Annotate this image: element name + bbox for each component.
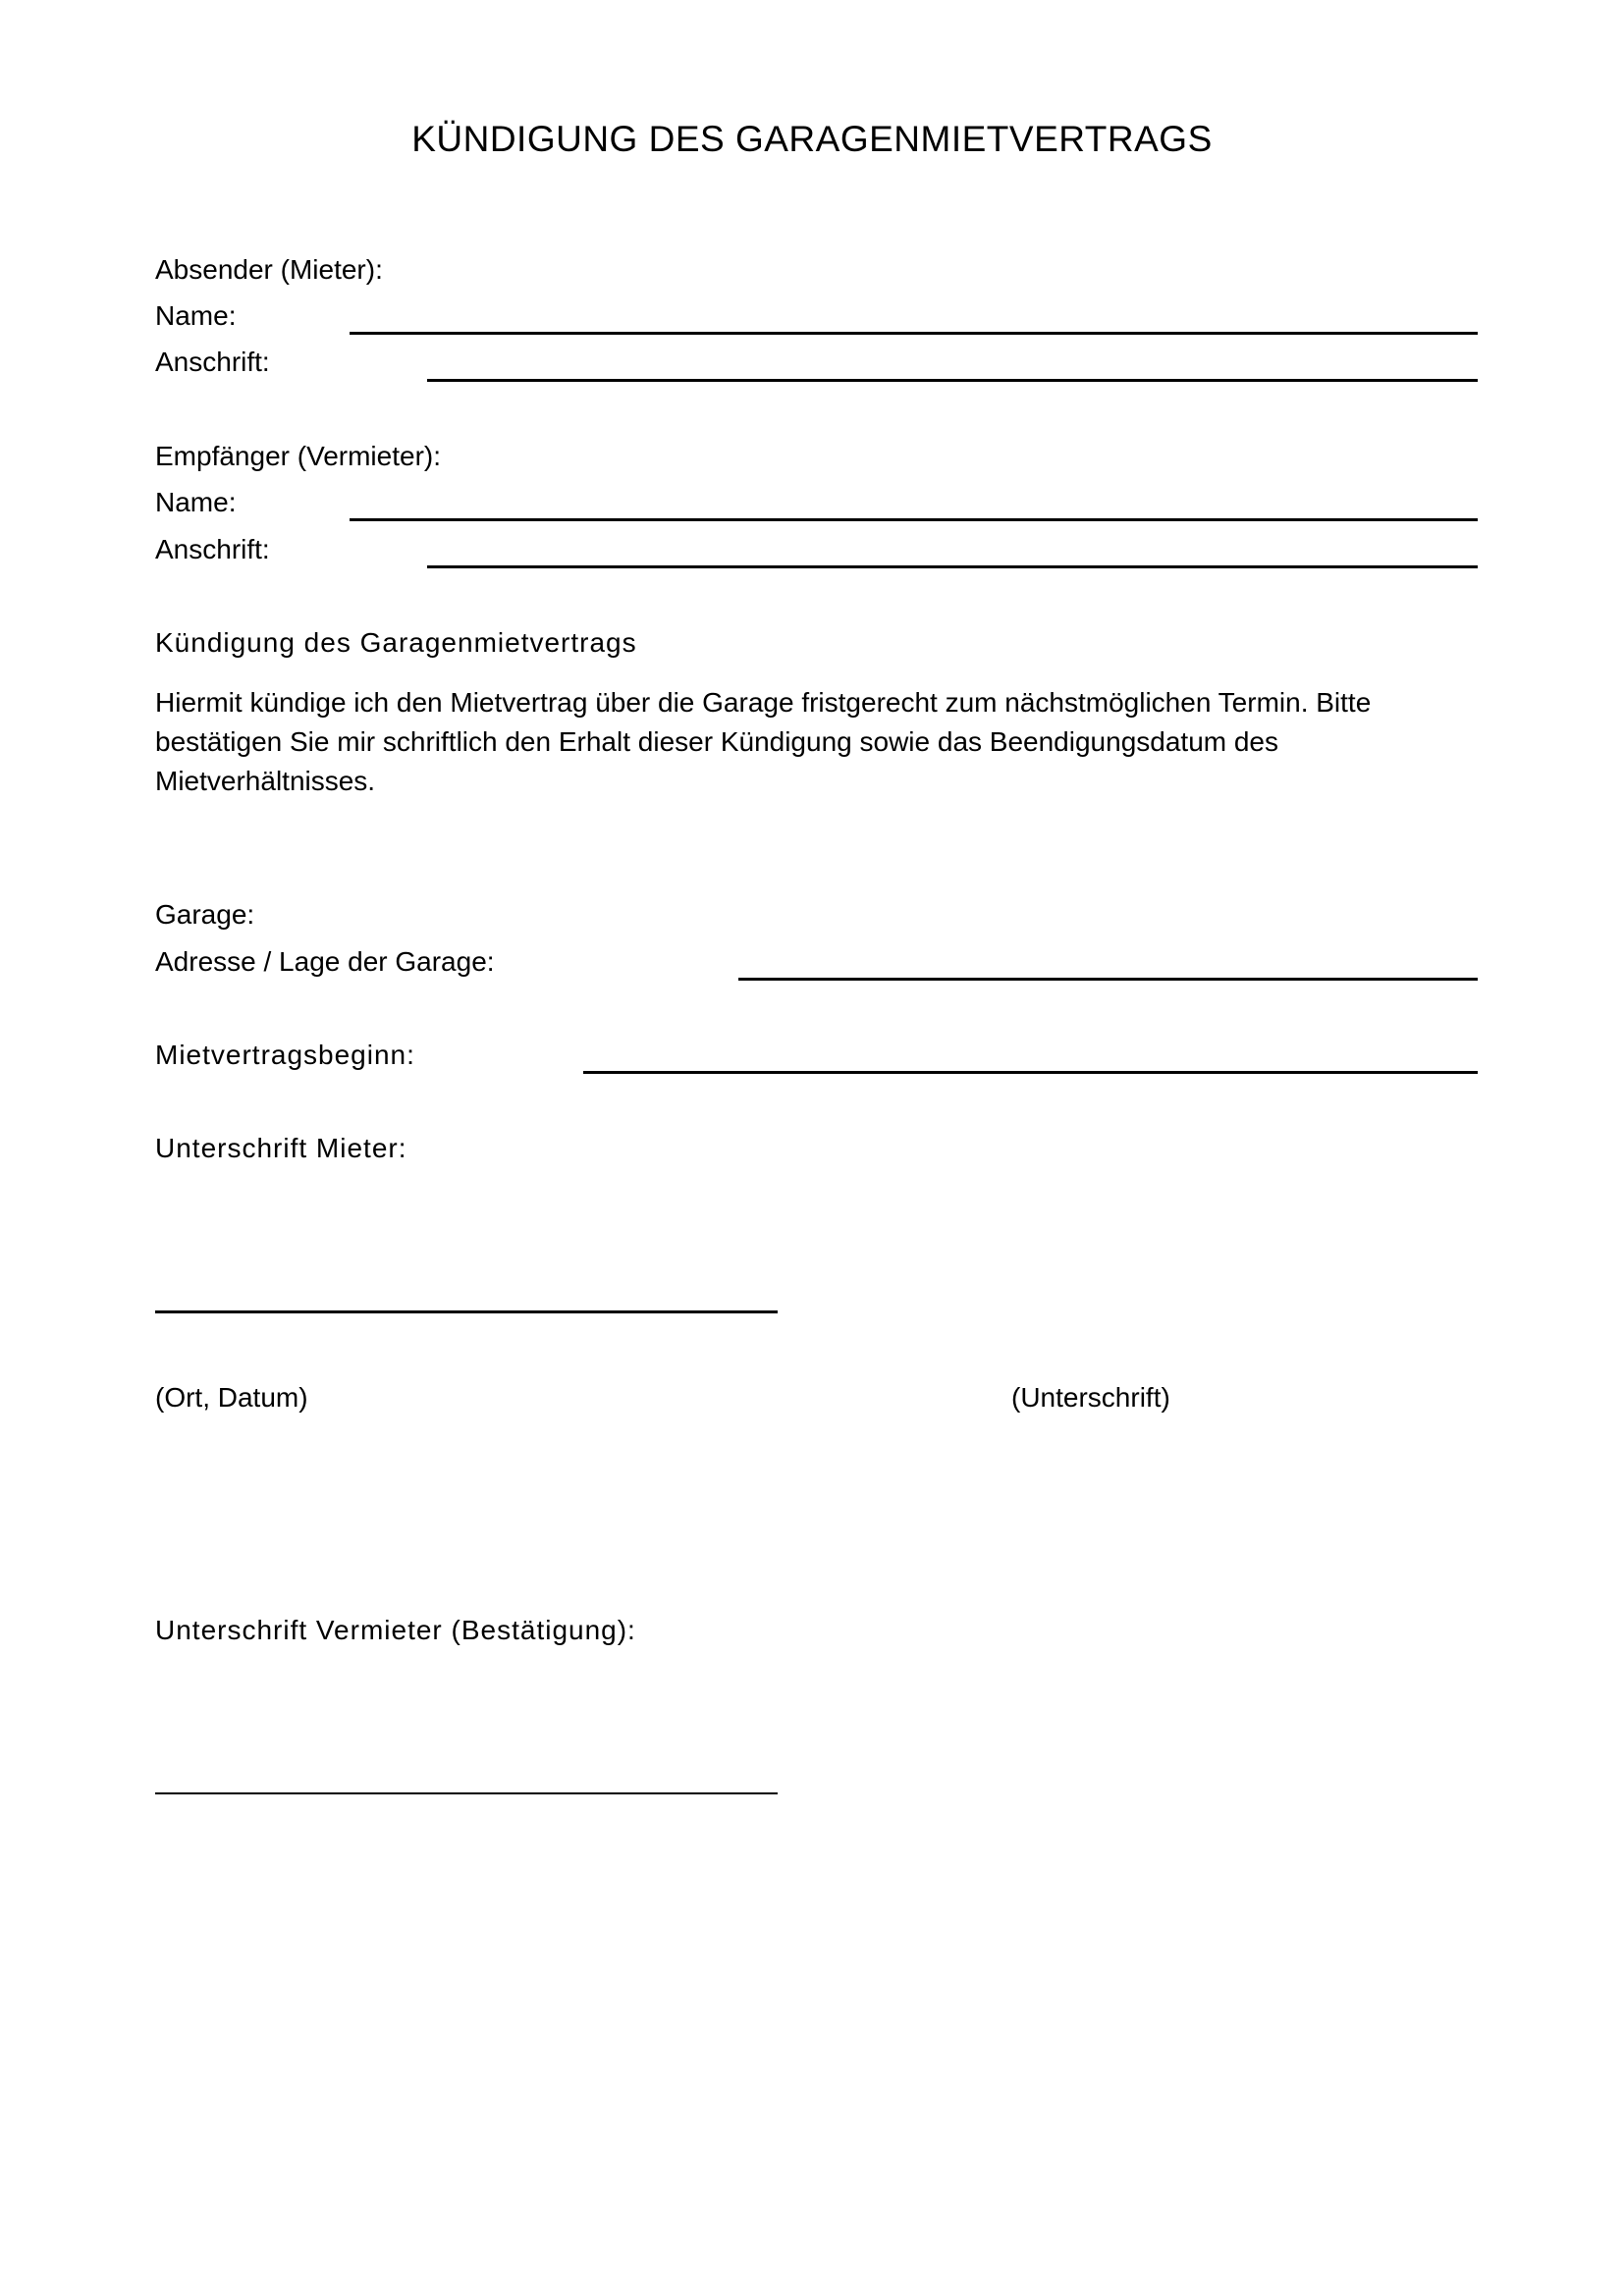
recipient-heading: Empfänger (Vermieter):	[155, 441, 441, 471]
sender-name-label: Name:	[155, 300, 237, 331]
recipient-name-label: Name:	[155, 487, 237, 517]
garage-address-line	[738, 978, 1478, 981]
place-date-caption: (Ort, Datum)	[155, 1382, 308, 1413]
recipient-address-label: Anschrift:	[155, 534, 270, 564]
contract-start-label: Mietvertragsbeginn:	[155, 1040, 415, 1070]
landlord-signature-line	[155, 1792, 778, 1794]
signature-caption: (Unterschrift)	[1011, 1382, 1170, 1413]
recipient-address-line	[427, 565, 1478, 568]
garage-address-label: Adresse / Lage der Garage:	[155, 946, 495, 977]
contract-start-line	[583, 1071, 1478, 1074]
recipient-name-line	[350, 518, 1478, 521]
sender-address-line	[427, 379, 1478, 382]
landlord-signature-heading: Unterschrift Vermieter (Bestätigung):	[155, 1615, 636, 1645]
body-paragraph: Hiermit kündige ich den Mietvertrag über die Garage fristgerecht zum nächstmöglichen Termin. Bitte bestätigen Sie mir schriftlich den Erhalt dieser Kündigung sowie das Beendigungsdatum des Mietverhältnisses.	[155, 687, 1372, 796]
tenant-signature-heading: Unterschrift Mieter:	[155, 1133, 407, 1163]
tenant-signature-line	[155, 1310, 778, 1313]
document-title: KÜNDIGUNG DES GARAGENMIETVERTRAGS	[411, 119, 1213, 159]
sender-address-label: Anschrift:	[155, 347, 270, 377]
sender-heading: Absender (Mieter):	[155, 254, 383, 285]
subject-line: Kündigung des Garagenmietvertrags	[155, 627, 637, 658]
sender-name-line	[350, 332, 1478, 335]
garage-heading: Garage:	[155, 899, 255, 930]
